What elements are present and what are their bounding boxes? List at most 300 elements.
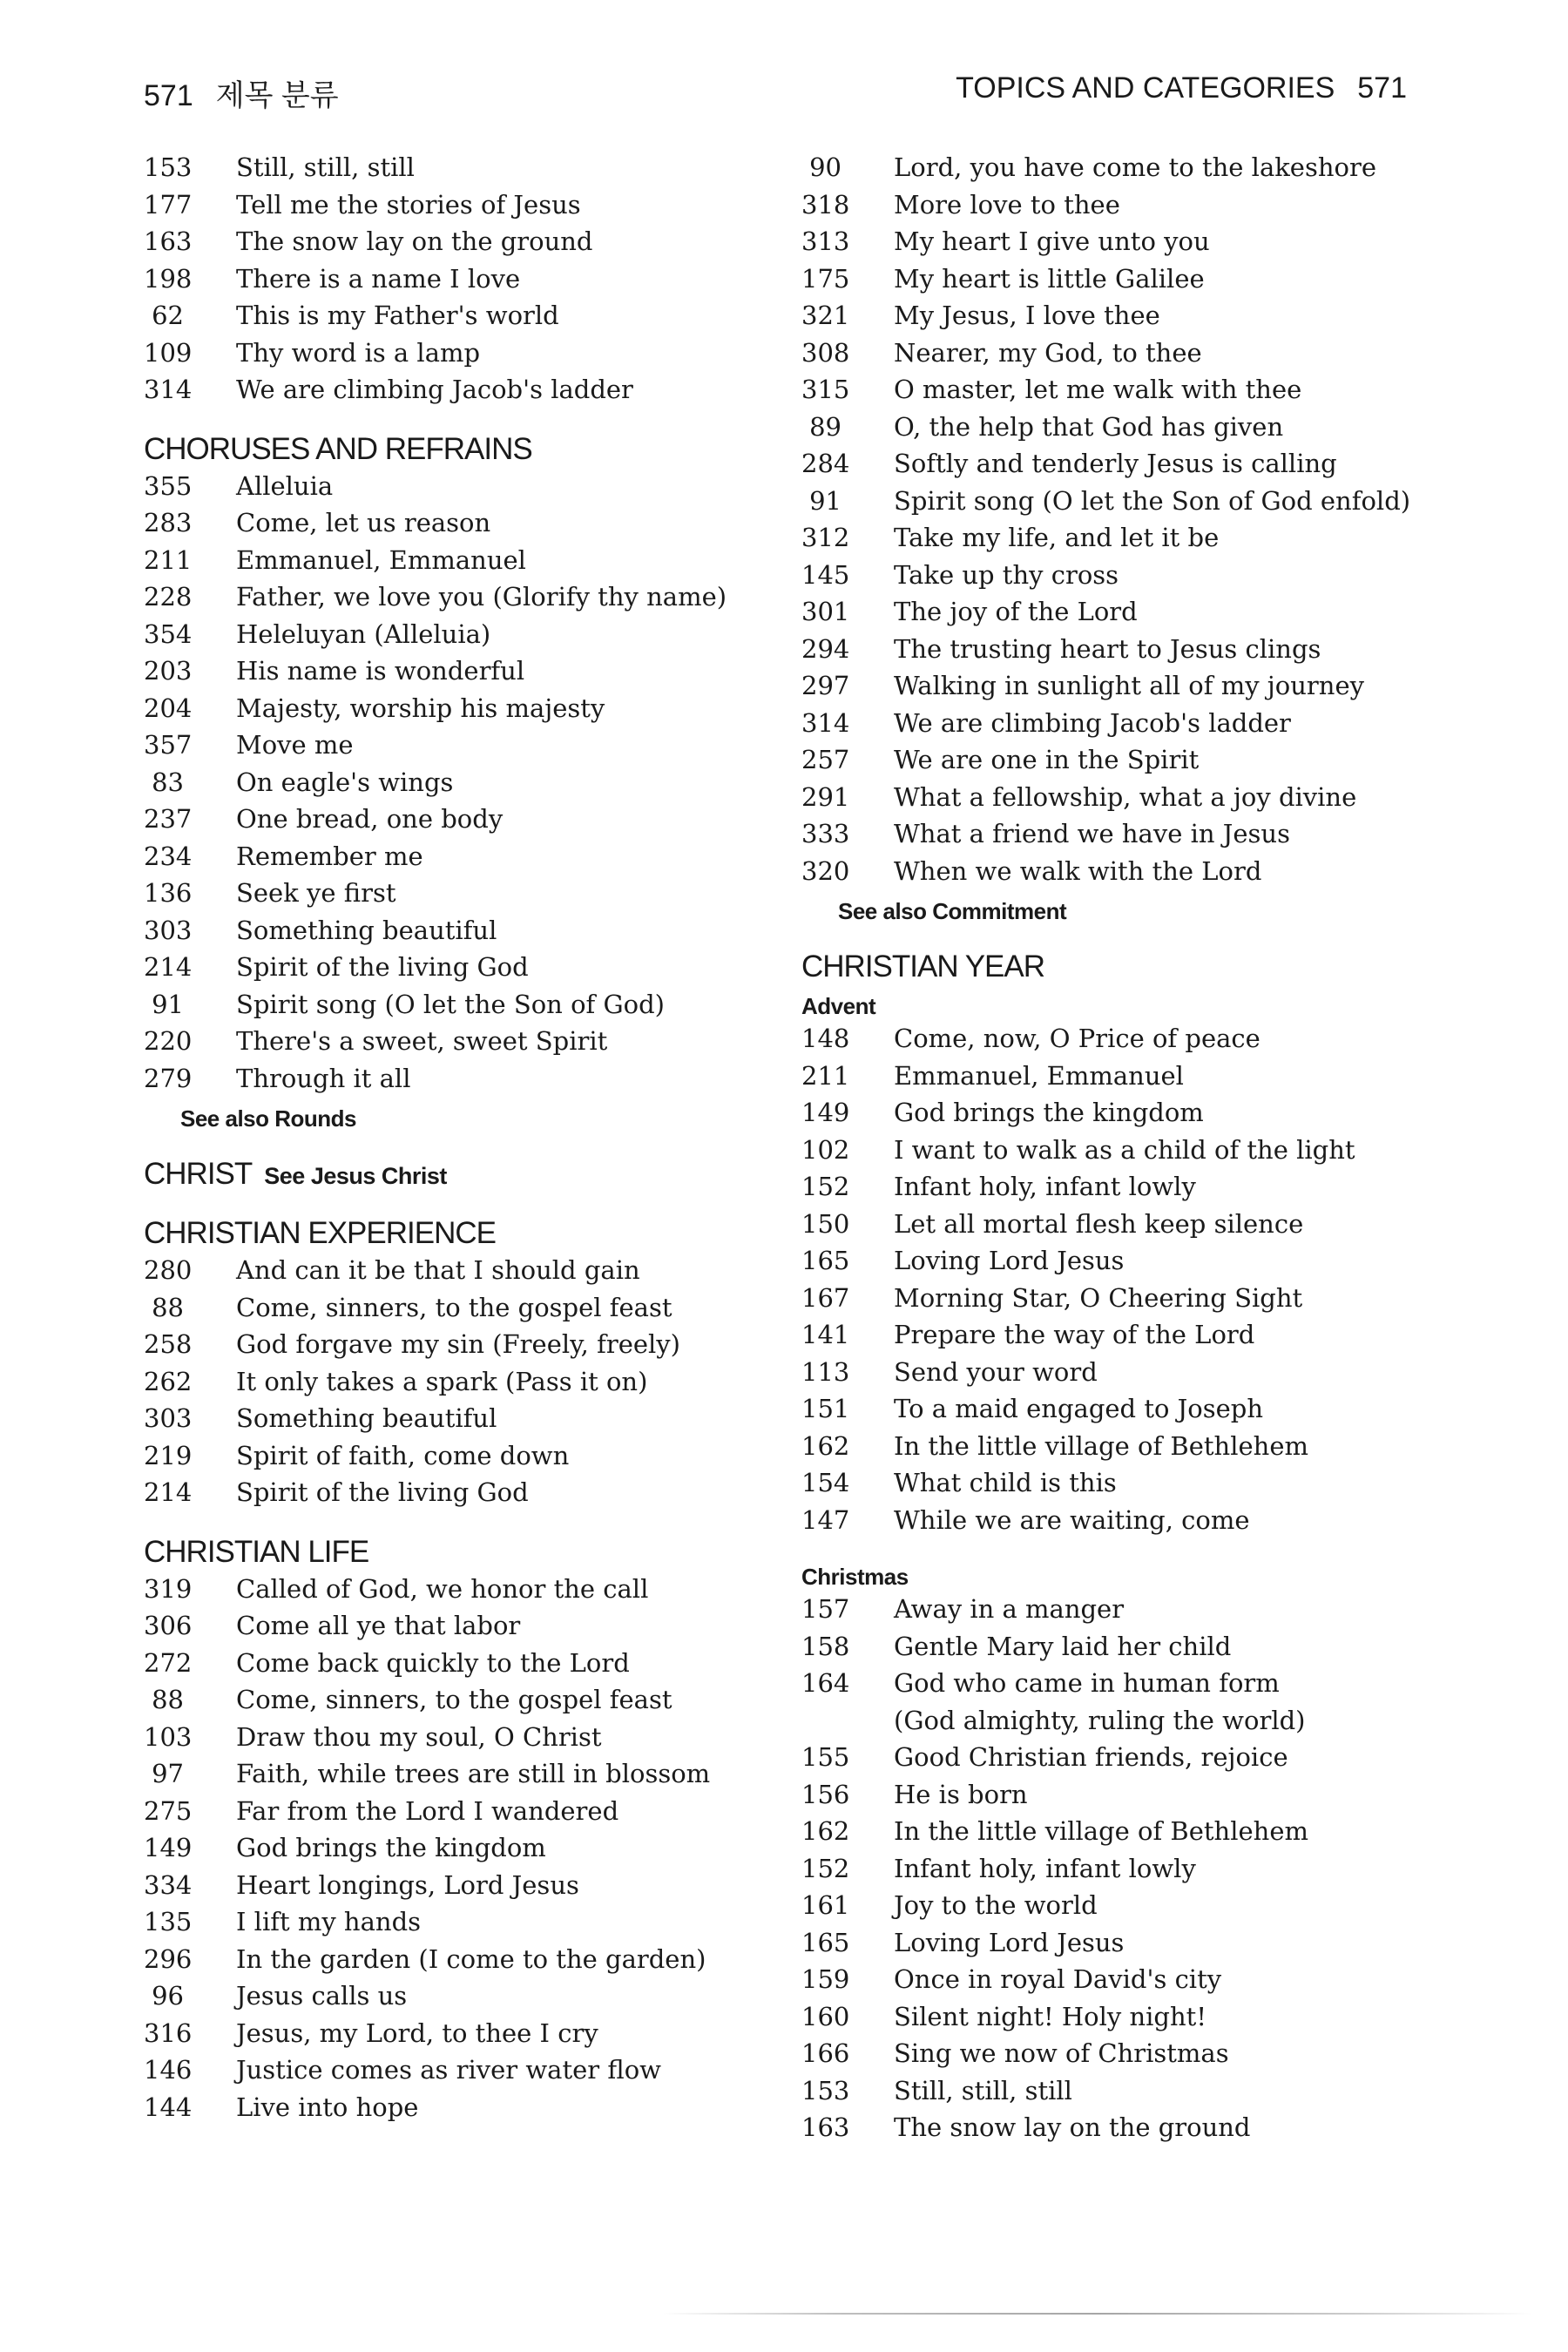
hymn-number: 279 — [144, 1063, 193, 1093]
hymn-number: 150 — [801, 1208, 850, 1239]
index-entry — [144, 226, 806, 264]
index-entry — [801, 1816, 1463, 1854]
index-entry — [801, 1890, 1463, 1928]
hymn-number: 153 — [801, 2075, 850, 2105]
hymn-number: 275 — [144, 1795, 193, 1826]
index-entry — [144, 1477, 806, 1515]
hymn-number: 320 — [801, 855, 850, 886]
hymn-number: 283 — [144, 508, 193, 537]
hymn-number: 91 — [152, 989, 184, 1019]
hymn-title: To a maid engaged to Joseph — [894, 1394, 1264, 1423]
hymn-number: 203 — [144, 656, 193, 686]
hymn-title: Move me — [236, 730, 354, 760]
hymn-number: 303 — [144, 1403, 193, 1433]
hymn-number: 109 — [144, 337, 193, 368]
hymn-number: 103 — [144, 1721, 193, 1752]
hymn-number: 315 — [801, 375, 850, 404]
hymn-number: 306 — [144, 1611, 193, 1640]
index-entry — [801, 338, 1463, 375]
hymn-number: 113 — [801, 1356, 850, 1387]
index-entry — [144, 2018, 806, 2056]
hymn-title: Something beautiful — [236, 1403, 497, 1433]
hymn-title: Come, let us reason — [236, 508, 491, 537]
index-entry — [801, 1172, 1463, 1209]
hymn-number: 97 — [152, 1759, 184, 1788]
hymn-title: Prepare the way of the Lord — [894, 1320, 1255, 1349]
hymn-title: My Jesus, I love thee — [894, 301, 1160, 330]
hymn-title: Emmanuel, Emmanuel — [894, 1060, 1184, 1091]
hymn-number: 357 — [144, 730, 193, 760]
index-entry — [801, 1668, 1463, 1706]
hymn-number: 314 — [801, 707, 850, 738]
hymn-number: 297 — [801, 671, 850, 700]
christmas-list — [801, 1594, 1463, 2150]
index-entry — [801, 819, 1463, 856]
hymn-number: 154 — [801, 1468, 850, 1497]
hymn-title: While we are waiting, come — [894, 1504, 1250, 1535]
index-entry — [144, 152, 806, 190]
right-column — [801, 152, 1463, 2150]
life-continued-list — [801, 152, 1463, 893]
index-entry — [801, 634, 1463, 672]
hymn-number: 219 — [144, 1440, 193, 1470]
index-entry — [801, 375, 1463, 412]
hymn-number: 153 — [144, 152, 193, 182]
hymn-title: God brings the kingdom — [894, 1098, 1204, 1127]
hymn-title: Gentle Mary laid her child — [894, 1631, 1232, 1661]
hymn-title: Take my life, and let it be — [894, 523, 1220, 552]
hymn-number: 166 — [801, 2038, 850, 2068]
index-entry — [801, 708, 1463, 746]
index-entry — [144, 1329, 806, 1367]
hymn-title: There's a sweet, sweet Spirit — [236, 1026, 608, 1056]
index-entry — [144, 1574, 806, 1612]
index-entry — [801, 2076, 1463, 2113]
hymn-title: Send your word — [894, 1356, 1098, 1387]
hymn-number: 147 — [801, 1504, 850, 1535]
index-entry — [801, 1098, 1463, 1135]
hymn-number: 220 — [144, 1026, 193, 1056]
index-entry — [144, 1367, 806, 1404]
index-entry — [144, 2092, 806, 2130]
hymn-number: 333 — [801, 819, 850, 848]
hymn-title: There is a name I love — [236, 263, 521, 294]
left-column — [144, 152, 806, 2129]
hymn-number: 316 — [144, 2017, 193, 2048]
hymn-title: Come back quickly to the Lord — [236, 1647, 630, 1678]
index-entry — [801, 1246, 1463, 1283]
index-entry — [144, 1759, 806, 1796]
index-entry — [144, 338, 806, 375]
index-entry — [801, 190, 1463, 227]
hymn-number: 91 — [809, 485, 841, 516]
hymn-title: Once in royal David's city — [894, 1964, 1222, 1994]
choruses-list — [144, 471, 806, 1101]
index-entry — [801, 2002, 1463, 2039]
hymn-number: 146 — [144, 2055, 193, 2085]
hymn-title: Tell me the stories of Jesus — [236, 189, 581, 220]
hymn-number: 151 — [801, 1394, 850, 1423]
hymn-number: 354 — [144, 618, 193, 649]
index-entry — [144, 1441, 806, 1478]
index-entry — [144, 1685, 806, 1722]
hymn-title: Loving Lord Jesus — [894, 1246, 1125, 1275]
hymn-title: Jesus, my Lord, to thee I cry — [236, 2017, 598, 2048]
index-entry — [801, 1505, 1463, 1543]
hymn-number: 177 — [144, 189, 193, 220]
index-entry — [801, 301, 1463, 338]
life-list — [144, 1574, 806, 2130]
hymn-title: Spirit song (O let the Son of God) — [236, 989, 665, 1019]
hymn-number: 214 — [144, 1477, 193, 1507]
index-entry — [801, 1632, 1463, 1669]
index-entry — [144, 1796, 806, 1834]
hymn-title: God brings the kingdom — [236, 1833, 546, 1862]
christ-heading — [144, 1152, 806, 1196]
hymn-title: My heart I give unto you — [894, 226, 1210, 256]
korean-section-title: 제목 분류 — [215, 79, 339, 112]
index-entry — [801, 2112, 1463, 2150]
index-entry — [144, 375, 806, 412]
hymn-title: In the little village of Bethlehem — [894, 1430, 1309, 1461]
index-entry — [801, 1706, 1463, 1743]
life-heading: CHRISTIAN LIFE — [144, 1534, 369, 1569]
advent-heading: Advent — [801, 993, 876, 1019]
hymn-title: Walking in sunlight all of my journey — [894, 671, 1365, 700]
index-entry — [144, 190, 806, 227]
christian-year-heading: CHRISTIAN YEAR — [801, 950, 1045, 983]
hymn-title: We are climbing Jacob's ladder — [236, 375, 633, 404]
hymn-title: Seek ye first — [236, 878, 396, 908]
hymn-number: 163 — [801, 2112, 850, 2142]
index-entry — [144, 1026, 806, 1064]
hymn-number: 228 — [144, 582, 193, 612]
hymn-number: 175 — [801, 263, 850, 294]
hymn-number: 198 — [144, 263, 193, 294]
index-entry — [144, 1722, 806, 1760]
hymn-number: 258 — [144, 1329, 193, 1359]
index-entry — [144, 1064, 806, 1101]
index-entry — [144, 582, 806, 619]
hymn-number: 165 — [801, 1246, 850, 1275]
hymn-title: In the garden (I come to the garden) — [236, 1943, 706, 1974]
index-entry — [144, 1255, 806, 1293]
index-entry — [801, 671, 1463, 708]
hymn-number: 280 — [144, 1255, 193, 1285]
hymn-title: Thy word is a lamp — [236, 337, 481, 368]
page-header — [144, 71, 1407, 115]
index-entry — [801, 856, 1463, 894]
index-entry — [801, 597, 1463, 634]
hymn-number: 167 — [801, 1282, 850, 1313]
hymn-title: My heart is little Galilee — [894, 263, 1205, 294]
hymn-title: Emmanuel, Emmanuel — [236, 544, 526, 575]
hymn-title: Spirit of the living God — [236, 1477, 529, 1507]
hymn-title: God who came in human form — [894, 1668, 1280, 1698]
hymn-title: Faith, while trees are still in blossom — [236, 1759, 711, 1788]
hymn-number: 155 — [801, 1742, 850, 1772]
hymn-number: 152 — [801, 1172, 850, 1201]
index-entry — [801, 1780, 1463, 1817]
hymn-title: Draw thou my soul, O Christ — [236, 1721, 602, 1752]
hymn-title: I lift my hands — [236, 1907, 422, 1936]
index-entry — [801, 449, 1463, 486]
index-entry — [144, 1944, 806, 1982]
index-entry — [144, 264, 806, 301]
hymn-number: 211 — [144, 544, 193, 575]
hymn-number: 89 — [809, 411, 841, 442]
index-entry — [801, 1061, 1463, 1098]
hymn-title: Spirit of faith, come down — [236, 1440, 570, 1470]
index-entry — [801, 1357, 1463, 1395]
hymn-title: When we walk with the Lord — [894, 855, 1262, 886]
index-entry — [144, 878, 806, 916]
hymn-number: 160 — [801, 2001, 850, 2031]
hymn-number: 135 — [144, 1907, 193, 1936]
hymn-title: Through it all — [236, 1063, 411, 1093]
index-entry — [144, 1981, 806, 2018]
hymn-title: Silent night! Holy night! — [894, 2001, 1206, 2031]
hymn-number: 158 — [801, 1631, 850, 1661]
index-entry — [144, 1907, 806, 1944]
hymn-title: Spirit song (O let the Son of God enfold) — [894, 485, 1411, 516]
hymn-title: In the little village of Bethlehem — [894, 1816, 1309, 1846]
christmas-heading: Christmas — [801, 1564, 909, 1590]
index-entry — [144, 1648, 806, 1686]
index-entry — [801, 1283, 1463, 1321]
hymn-number: 156 — [801, 1779, 850, 1809]
hymn-title: The trusting heart to Jesus clings — [894, 633, 1321, 664]
hymn-title: Come, sinners, to the gospel feast — [236, 1292, 672, 1322]
choruses-heading: CHORUSES AND REFRAINS — [144, 431, 532, 466]
hymn-title: Majesty, worship his majesty — [236, 693, 605, 723]
hymn-number: 148 — [801, 1024, 850, 1053]
index-entry — [144, 656, 806, 693]
hymn-title: What a fellowship, what a joy divine — [894, 781, 1357, 812]
index-entry — [144, 2055, 806, 2092]
hymn-number: 301 — [801, 597, 850, 626]
experience-heading: CHRISTIAN EXPERIENCE — [144, 1216, 496, 1250]
index-entry — [144, 693, 806, 731]
hymn-number: 90 — [809, 152, 841, 182]
hymn-title: More love to thee — [894, 189, 1120, 220]
hymn-title: We are one in the Spirit — [894, 745, 1200, 774]
hymn-number: 314 — [144, 375, 193, 404]
index-entry — [144, 730, 806, 767]
hymn-number: 296 — [144, 1943, 193, 1974]
advent-list — [801, 1024, 1463, 1542]
hymn-title: O, the help that God has given — [894, 411, 1284, 442]
hymn-title: Away in a manger — [894, 1594, 1125, 1624]
hymn-number: 163 — [144, 226, 193, 256]
hymn-number: 62 — [152, 301, 184, 330]
hymn-number: 152 — [801, 1853, 850, 1883]
index-entry — [144, 619, 806, 657]
hymn-number: 159 — [801, 1964, 850, 1994]
hymn-number: 303 — [144, 915, 193, 945]
hymn-title: Lord, you have come to the lakeshore — [894, 152, 1377, 182]
index-entry — [801, 1468, 1463, 1505]
hymn-title: Joy to the world — [894, 1890, 1098, 1920]
hymn-title: Heleluyan (Alleluia) — [236, 618, 491, 649]
hymn-title: Spirit of the living God — [236, 952, 529, 982]
index-entry — [144, 767, 806, 805]
christ-heading-label: CHRIST — [144, 1157, 253, 1191]
hymn-title: It only takes a spark (Pass it on) — [236, 1366, 648, 1396]
index-entry — [801, 152, 1463, 190]
choruses-see-also: See also Rounds — [180, 1105, 356, 1132]
index-entry — [144, 952, 806, 990]
hymn-title: What child is this — [894, 1468, 1117, 1497]
index-entry — [801, 782, 1463, 820]
index-entry — [144, 471, 806, 509]
hymn-number: 164 — [801, 1668, 850, 1698]
hymn-title: The joy of the Lord — [894, 597, 1138, 626]
hymn-title: He is born — [894, 1779, 1028, 1809]
hymn-number: 272 — [144, 1647, 193, 1678]
top-entries — [144, 152, 806, 412]
hymn-title: Infant holy, infant lowly — [894, 1172, 1196, 1201]
right-page-number: 571 — [1357, 71, 1407, 105]
hymn-title: Nearer, my God, to thee — [894, 337, 1202, 368]
hymn-title: Come, now, O Price of peace — [894, 1024, 1260, 1053]
hymn-number: 334 — [144, 1869, 193, 1900]
hymn-number: 214 — [144, 952, 193, 982]
hymn-title: One bread, one body — [236, 804, 504, 834]
index-entry — [144, 301, 806, 338]
hymn-number: 102 — [801, 1134, 850, 1165]
index-entry — [801, 486, 1463, 524]
hymn-title: Justice comes as river water flow — [236, 2055, 661, 2085]
hymn-number: 294 — [801, 633, 850, 664]
hymn-number: 319 — [144, 1573, 193, 1604]
hymn-title: The snow lay on the ground — [894, 2112, 1251, 2142]
hymn-number: 141 — [801, 1320, 850, 1349]
index-entry — [801, 2038, 1463, 2076]
hymn-number: 149 — [144, 1833, 193, 1862]
hymn-number: 157 — [801, 1594, 850, 1624]
hymn-number: 284 — [801, 449, 850, 478]
index-entry — [801, 1024, 1463, 1061]
index-entry — [801, 1394, 1463, 1431]
hymn-number: 88 — [152, 1685, 184, 1714]
index-entry — [801, 523, 1463, 560]
hymn-number: 291 — [801, 781, 850, 812]
hymn-title: Alleluia — [236, 470, 334, 501]
index-entry — [801, 1594, 1463, 1632]
hymn-number: 161 — [801, 1890, 850, 1920]
hymn-number: 145 — [801, 559, 850, 590]
hymn-number: 262 — [144, 1366, 193, 1396]
hymn-title: Morning Star, O Cheering Sight — [894, 1282, 1303, 1313]
hymn-title: Remember me — [236, 841, 423, 871]
index-entry — [144, 1293, 806, 1330]
index-entry — [801, 1964, 1463, 2002]
index-entry — [801, 264, 1463, 301]
hymn-number: 162 — [801, 1430, 850, 1461]
hymn-title: And can it be that I should gain — [236, 1255, 640, 1285]
hymn-title: The snow lay on the ground — [236, 226, 593, 256]
index-entry — [801, 1431, 1463, 1469]
hymn-number: 136 — [144, 878, 193, 908]
hymn-title: (God almighty, ruling the world) — [894, 1705, 1306, 1735]
index-entry — [801, 1742, 1463, 1780]
hymn-number: 355 — [144, 470, 193, 501]
hymn-title: Heart longings, Lord Jesus — [236, 1869, 579, 1900]
hymn-title: We are climbing Jacob's ladder — [894, 707, 1291, 738]
hymn-title: Good Christian friends, rejoice — [894, 1742, 1288, 1772]
hymn-title: Come, sinners, to the gospel feast — [236, 1685, 672, 1714]
hymn-title: Let all mortal flesh keep silence — [894, 1208, 1304, 1239]
index-entry — [801, 1928, 1463, 1965]
hymn-number: 165 — [801, 1927, 850, 1957]
index-entry — [801, 1209, 1463, 1247]
section-title: TOPICS AND CATEGORIES — [956, 71, 1335, 105]
index-entry — [144, 916, 806, 953]
hymn-title: Softly and tenderly Jesus is calling — [894, 449, 1337, 478]
hymn-number: 83 — [152, 767, 184, 797]
hymn-title: Still, still, still — [894, 2075, 1072, 2105]
index-entry — [144, 1403, 806, 1441]
index-entry — [801, 1854, 1463, 1891]
hymn-number: 237 — [144, 804, 193, 834]
christ-see-reference: See Jesus Christ — [264, 1163, 447, 1189]
hymn-number: 321 — [801, 301, 850, 330]
hymn-title: Called of God, we honor the call — [236, 1573, 649, 1604]
index-entry — [801, 1135, 1463, 1173]
hymn-number: 144 — [144, 2092, 193, 2122]
hymn-number: 318 — [801, 189, 850, 220]
index-entry — [144, 545, 806, 583]
hymn-number: 313 — [801, 226, 850, 256]
hymn-title: His name is wonderful — [236, 656, 525, 686]
hymn-title: Come all ye that labor — [236, 1611, 521, 1640]
hymn-number: 96 — [152, 1981, 184, 2011]
hymn-title: Jesus calls us — [236, 1981, 408, 2011]
index-entry — [801, 1320, 1463, 1357]
hymn-title: What a friend we have in Jesus — [894, 819, 1290, 848]
hymn-number: 234 — [144, 841, 193, 871]
index-entry — [144, 1870, 806, 1908]
index-entry — [144, 804, 806, 841]
index-entry — [801, 745, 1463, 782]
experience-list — [144, 1255, 806, 1515]
hymn-number: 204 — [144, 693, 193, 723]
hymn-number: 308 — [801, 337, 850, 368]
hymn-title: Sing we now of Christmas — [894, 2038, 1229, 2068]
header-left — [144, 71, 339, 114]
hymn-title: Loving Lord Jesus — [894, 1927, 1125, 1957]
hymn-title: O master, let me walk with thee — [894, 375, 1302, 404]
hymn-title: This is my Father's world — [236, 301, 559, 330]
left-page-number: 571 — [144, 79, 193, 112]
hymn-number: 88 — [152, 1292, 184, 1322]
index-entry — [144, 1833, 806, 1870]
hymn-number: 257 — [801, 745, 850, 774]
hymn-number: 312 — [801, 523, 850, 552]
index-entry — [144, 508, 806, 545]
hymn-title: Take up thy cross — [894, 559, 1119, 590]
life-see-also: See also Commitment — [838, 898, 1067, 924]
index-entry — [801, 226, 1463, 264]
bottom-rule — [662, 2313, 1533, 2315]
index-entry — [144, 990, 806, 1027]
hymn-number: 211 — [801, 1060, 850, 1091]
index-entry — [801, 412, 1463, 449]
index-entry — [144, 841, 806, 879]
hymn-number: 149 — [801, 1098, 850, 1127]
hymn-title: Father, we love you (Glorify thy name) — [236, 582, 727, 612]
